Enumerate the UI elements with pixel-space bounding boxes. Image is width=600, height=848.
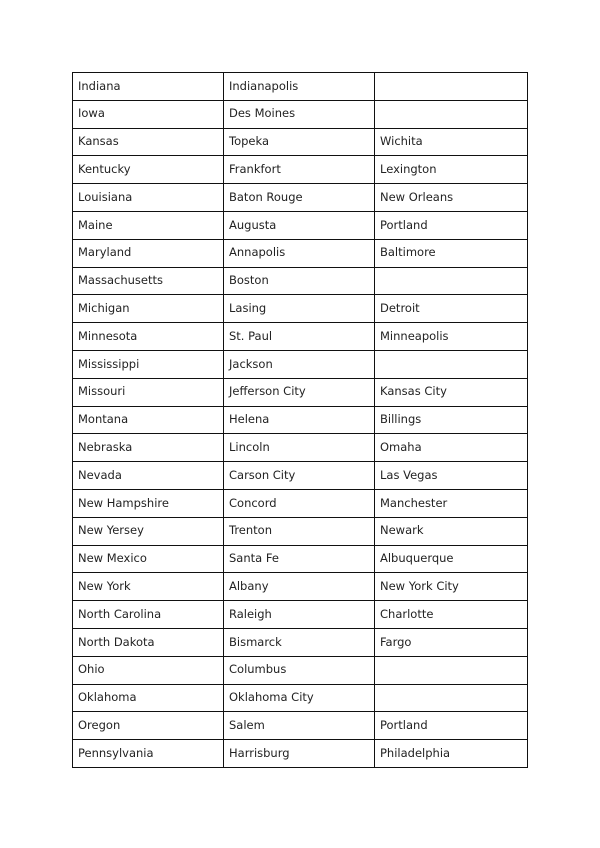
- capital-cell: Lincoln: [224, 434, 375, 462]
- capital-cell: St. Paul: [224, 323, 375, 351]
- capital-cell: Jefferson City: [224, 378, 375, 406]
- table-row: [73, 573, 528, 601]
- table-row: [73, 378, 528, 406]
- largest-city-cell: Detroit: [375, 295, 528, 323]
- largest-city-cell: Las Vegas: [375, 462, 528, 490]
- table-row: [73, 350, 528, 378]
- state-cell: New Hampshire: [73, 489, 224, 517]
- state-cell: Louisiana: [73, 184, 224, 212]
- largest-city-cell: Newark: [375, 517, 528, 545]
- state-cell: Ohio: [73, 656, 224, 684]
- state-cell: North Carolina: [73, 601, 224, 629]
- largest-city-cell: Manchester: [375, 489, 528, 517]
- capital-cell: Concord: [224, 489, 375, 517]
- table-row: [73, 73, 528, 101]
- state-cell: Oregon: [73, 712, 224, 740]
- state-cell: Missouri: [73, 378, 224, 406]
- state-cell: Nevada: [73, 462, 224, 490]
- capital-cell: Salem: [224, 712, 375, 740]
- largest-city-cell: Fargo: [375, 628, 528, 656]
- capital-cell: Helena: [224, 406, 375, 434]
- table-row: [73, 545, 528, 573]
- largest-city-cell: Minneapolis: [375, 323, 528, 351]
- state-cell: New Yersey: [73, 517, 224, 545]
- table-row: [73, 434, 528, 462]
- state-cell: Montana: [73, 406, 224, 434]
- table-row: [73, 628, 528, 656]
- capital-cell: Augusta: [224, 211, 375, 239]
- state-cell: Maryland: [73, 239, 224, 267]
- state-cell: Mississippi: [73, 350, 224, 378]
- state-cell: Iowa: [73, 100, 224, 128]
- capital-cell: Indianapolis: [224, 73, 375, 101]
- table-row: [73, 323, 528, 351]
- capital-cell: Bismarck: [224, 628, 375, 656]
- largest-city-cell: Kansas City: [375, 378, 528, 406]
- table-row: [73, 211, 528, 239]
- capital-cell: Annapolis: [224, 239, 375, 267]
- capital-cell: Trenton: [224, 517, 375, 545]
- capital-cell: Lasing: [224, 295, 375, 323]
- table-row: [73, 128, 528, 156]
- capital-cell: Baton Rouge: [224, 184, 375, 212]
- largest-city-cell: Wichita: [375, 128, 528, 156]
- largest-city-cell: Albuquerque: [375, 545, 528, 573]
- capital-cell: Des Moines: [224, 100, 375, 128]
- largest-city-cell: Billings: [375, 406, 528, 434]
- capital-cell: Harrisburg: [224, 740, 375, 768]
- table-row: [73, 100, 528, 128]
- capital-cell: Columbus: [224, 656, 375, 684]
- largest-city-cell: [375, 73, 528, 101]
- table-row: [73, 517, 528, 545]
- table-row: [73, 267, 528, 295]
- table-row: [73, 295, 528, 323]
- table-row: [73, 601, 528, 629]
- largest-city-cell: Portland: [375, 712, 528, 740]
- state-cell: Kansas: [73, 128, 224, 156]
- capital-cell: Raleigh: [224, 601, 375, 629]
- largest-city-cell: [375, 350, 528, 378]
- largest-city-cell: Philadelphia: [375, 740, 528, 768]
- largest-city-cell: Baltimore: [375, 239, 528, 267]
- table-row: [73, 712, 528, 740]
- state-cell: New Mexico: [73, 545, 224, 573]
- table-row: [73, 489, 528, 517]
- capital-cell: Oklahoma City: [224, 684, 375, 712]
- state-cell: Minnesota: [73, 323, 224, 351]
- largest-city-cell: Charlotte: [375, 601, 528, 629]
- state-cell: Kentucky: [73, 156, 224, 184]
- table-row: [73, 156, 528, 184]
- largest-city-cell: [375, 684, 528, 712]
- largest-city-cell: New Orleans: [375, 184, 528, 212]
- state-cell: New York: [73, 573, 224, 601]
- capital-cell: Boston: [224, 267, 375, 295]
- state-cell: Indiana: [73, 73, 224, 101]
- capital-cell: Topeka: [224, 128, 375, 156]
- largest-city-cell: [375, 100, 528, 128]
- table-body: [73, 73, 528, 768]
- table-row: [73, 406, 528, 434]
- largest-city-cell: Lexington: [375, 156, 528, 184]
- table-row: [73, 684, 528, 712]
- capital-cell: Albany: [224, 573, 375, 601]
- table-row: [73, 656, 528, 684]
- largest-city-cell: Omaha: [375, 434, 528, 462]
- largest-city-cell: [375, 267, 528, 295]
- state-cell: North Dakota: [73, 628, 224, 656]
- table-row: [73, 184, 528, 212]
- largest-city-cell: New York City: [375, 573, 528, 601]
- states-capitals-table: [72, 72, 528, 768]
- capital-cell: Jackson: [224, 350, 375, 378]
- largest-city-cell: Portland: [375, 211, 528, 239]
- capital-cell: Carson City: [224, 462, 375, 490]
- capital-cell: Santa Fe: [224, 545, 375, 573]
- table-row: [73, 239, 528, 267]
- state-cell: Maine: [73, 211, 224, 239]
- table-row: [73, 740, 528, 768]
- state-cell: Nebraska: [73, 434, 224, 462]
- state-cell: Oklahoma: [73, 684, 224, 712]
- table-row: [73, 462, 528, 490]
- largest-city-cell: [375, 656, 528, 684]
- capital-cell: Frankfort: [224, 156, 375, 184]
- state-cell: Pennsylvania: [73, 740, 224, 768]
- state-cell: Michigan: [73, 295, 224, 323]
- state-cell: Massachusetts: [73, 267, 224, 295]
